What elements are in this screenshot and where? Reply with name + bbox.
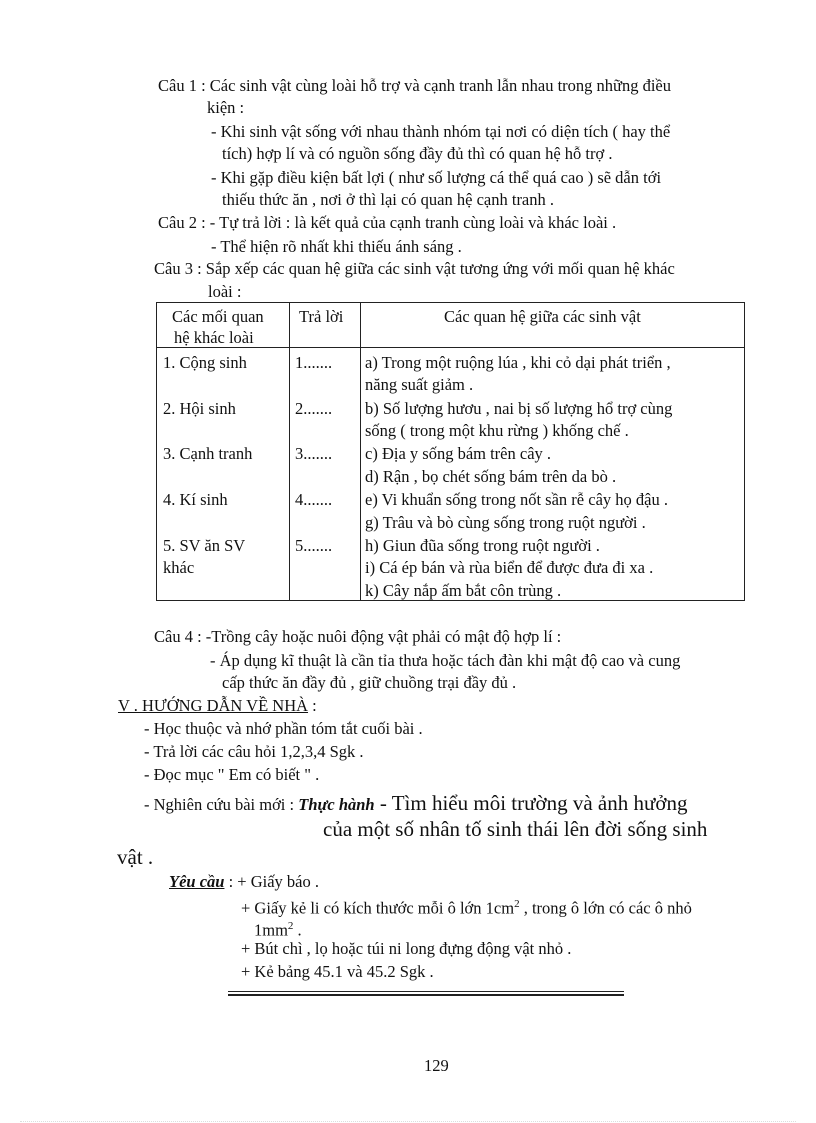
table-cell-col2: 3....... [295,444,333,463]
bottom-rule-upper [228,991,624,992]
homework-item-2: - Trả lời các câu hỏi 1,2,3,4 Sgk . [144,742,364,761]
requirements-item-2-unit: 1mm [254,920,288,940]
requirements-item-4: + Kẻ bảng 45.1 và 45.2 Sgk . [241,962,434,981]
homework-heading-suffix: : [308,696,317,715]
q2-line1: Câu 2 : - Tự trả lời : là kết quả của cạnh tranh cùng loài và khác loài . [158,213,617,232]
q4-line1: Câu 4 : -Trồng cây hoặc nuôi động vật phải có mật độ hợp lí : [154,627,562,646]
table-cell-col3: a) Trong một ruộng lúa , khi cỏ dại phát triển , [365,353,671,372]
q1-line1: Câu 1 : Các sinh vật cùng loài hỗ trợ và cạnh tranh lẫn nhau trong những điều [158,76,672,95]
requirements-item-2-text: + Giấy kẻ li có kích thước mỗi ô lớn 1cm [241,898,515,918]
homework-heading [118,695,317,717]
table-cell-col1: 1. Cộng sinh [163,353,247,372]
requirements-item-1: : + Giấy báo . [224,872,320,891]
table-header-col1-line1: Các mối quan [172,307,264,326]
requirements-item-3: + Bút chì , lọ hoặc túi ni long đựng động vật nhỏ . [241,939,572,958]
requirements-item-2-rest: , trong ô lớn có các ô nhỏ [519,898,692,918]
table-cell-col2: 5....... [295,536,333,555]
homework-heading-text: V . HƯỚNG DẪN VỀ NHÀ [118,696,309,715]
q1-line3: - Khi sinh vật sống với nhau thành nhóm tại nơi có diện tích ( hay thể [211,122,671,141]
requirements-item-2-unit-sup: 2 [287,920,294,932]
homework-item-4-line2: của một số nhân tố sinh thái lên đời sống sinh [323,817,708,841]
table-cell-col3: b) Số lượng hươu , nai bị số lượng hổ trợ cùng [365,399,673,418]
table-cell-col3: i) Cá ép bán và rùa biển để được đưa đi xa . [365,558,654,577]
table-cell-col2: 1....... [295,353,333,372]
table-cell-col3: e) Vi khuẩn sống trong nốt sần rễ cây họ đậu . [365,490,668,509]
table-cell-col3: năng suất giảm . [365,375,474,394]
q1-line5: - Khi gặp điều kiện bất lợi ( như số lượng cá thể quá cao ) sẽ dẫn tới [211,168,662,187]
q1-line2: kiện : [207,98,245,117]
table-header-col1-line2: hệ khác loài [174,328,254,347]
table-cell-col3: c) Địa y sống bám trên cây . [365,444,552,463]
bottom-rule-lower [228,994,624,996]
table-cell-col3: sống ( trong một khu rừng ) khống chế . [365,421,629,440]
q1-line6: thiếu thức ăn , nơi ở thì lại có quan hệ cạnh tranh . [222,190,555,209]
requirements-label: Yêu cầu [169,872,225,891]
homework-item-4-rest: - Tìm hiểu môi trường và ảnh hưởng [374,791,688,815]
q3-line1: Câu 3 : Sắp xếp các quan hệ giữa các sinh vật tương ứng với mối quan hệ khác [154,259,675,278]
requirements-item-2-sup: 2 [514,898,520,910]
requirements-item-2-unit-rest: . [293,920,302,940]
table-cell-col2: 4....... [295,490,333,509]
table-cell-col1: 5. SV ăn SV [163,536,246,555]
table-cell-col3: d) Rận , bọ chét sống bám trên da bò . [365,467,617,486]
homework-item-3: - Đọc mục " Em có biết " . [144,765,320,784]
homework-item-1: - Học thuộc và nhớ phần tóm tắt cuối bài . [144,719,423,738]
table-cell-col1: 4. Kí sinh [163,490,228,509]
requirements-line1 [169,871,319,893]
requirements-item-2 [241,893,692,920]
homework-item-4-emphasis: Thực hành [298,795,375,814]
table-header-col2: Trả lời [299,307,344,326]
homework-item-4 [144,789,688,817]
table-cell-col1: 2. Hội sinh [163,399,236,418]
relationship-table [156,302,745,601]
table-cell-col3: h) Giun đũa sống trong ruột người . [365,536,600,555]
page-edge-dots [20,1121,796,1122]
q3-line2: loài : [208,282,242,301]
table-cell-col3: k) Cây nắp ấm bắt côn trùng . [365,581,562,600]
table-cell-col3: g) Trâu và bò cùng sống trong ruột người . [365,513,646,532]
homework-item-4-prefix: - Nghiên cứu bài mới : [144,795,299,814]
page-number: 129 [424,1056,449,1075]
table-header-col3: Các quan hệ giữa các sinh vật [444,307,641,326]
q4-line3: cấp thức ăn đầy đủ , giữ chuồng trại đầy đủ . [222,673,517,692]
q4-line2: - Áp dụng kĩ thuật là cần tỉa thưa hoặc tách đàn khi mật độ cao và cung [210,651,681,670]
homework-item-4-line3: vật . [117,845,154,869]
q1-line4: tích) hợp lí và có nguồn sống đầy đủ thì có quan hệ hỗ trợ . [222,144,613,163]
table-cell-col1: khác [163,558,195,577]
table-cell-col2: 2....... [295,399,333,418]
q2-line2: - Thể hiện rõ nhất khi thiếu ánh sáng . [211,237,462,256]
table-cell-col1: 3. Cạnh tranh [163,444,253,463]
